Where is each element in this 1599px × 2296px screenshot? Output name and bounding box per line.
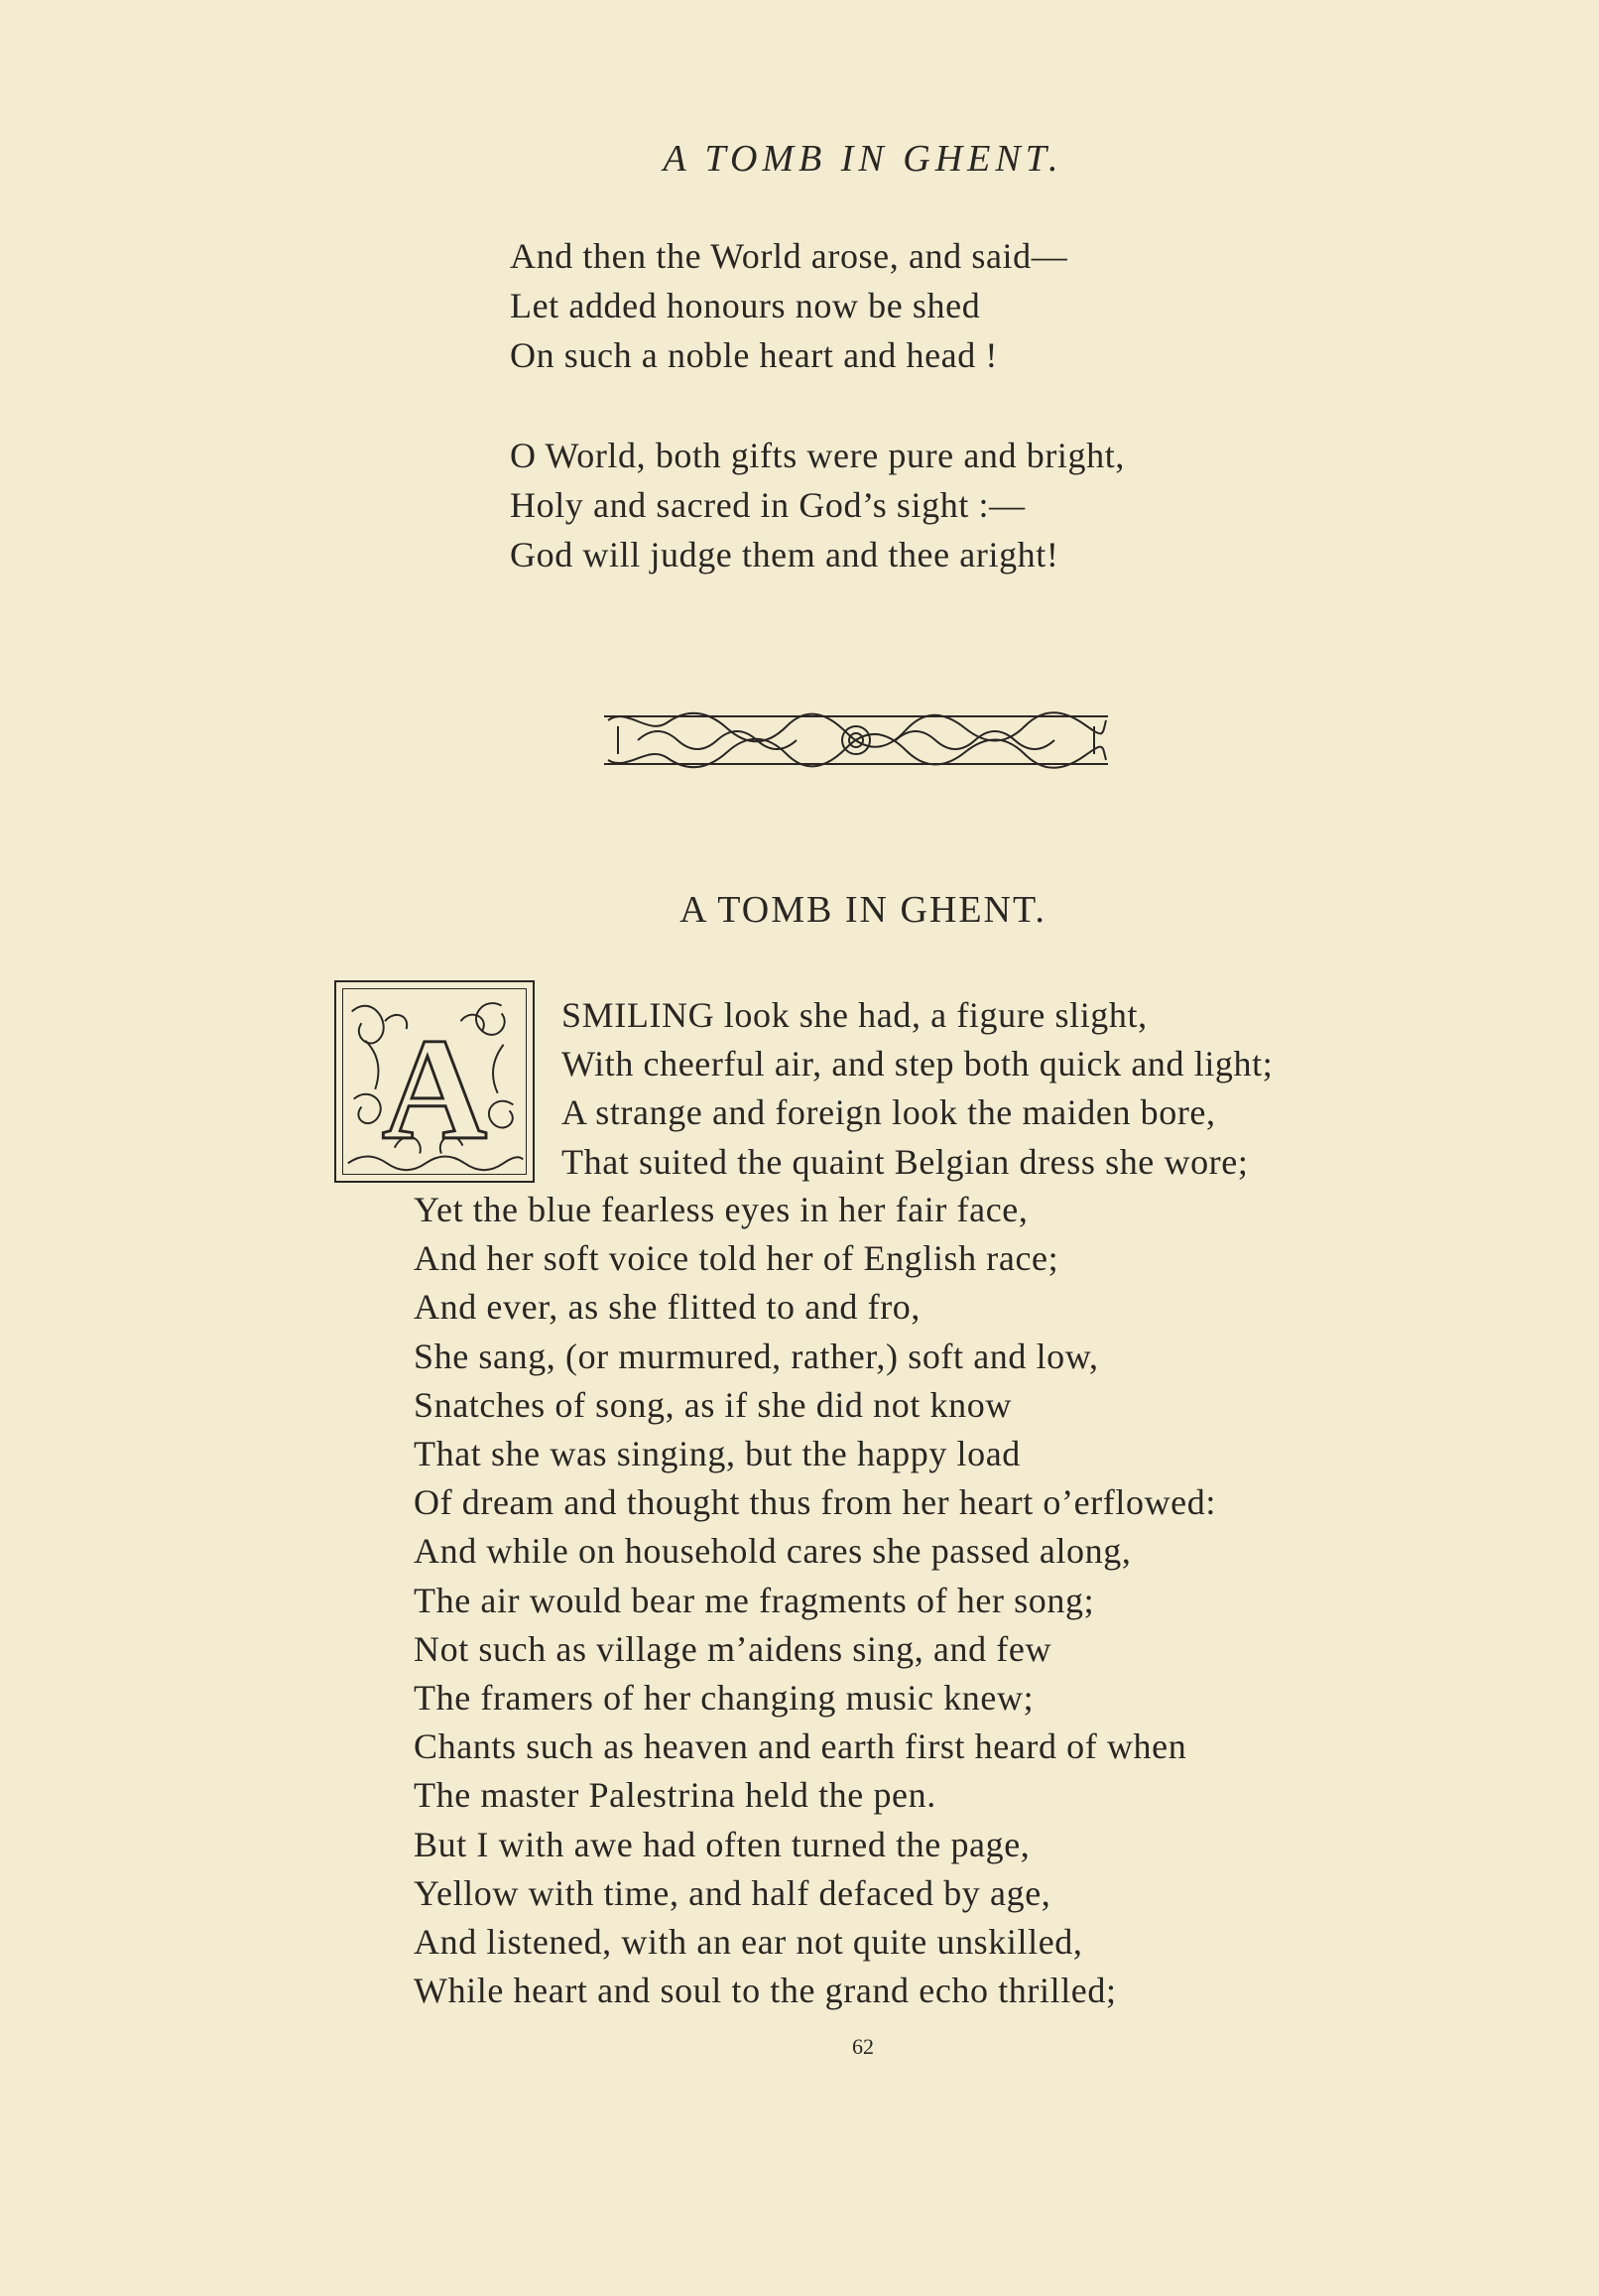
verse-line: On such a noble heart and head ! [510, 335, 999, 375]
verse-line: That she was singing, but the happy load [414, 1434, 1021, 1474]
verse-line: She sang, (or murmured, rather,) soft and low, [414, 1336, 1099, 1376]
verse-line: And her soft voice told her of English race; [414, 1238, 1059, 1279]
running-head: A TOMB IN GHENT. [663, 138, 1063, 180]
verse-line: Snatches of song, as if she did not know [414, 1384, 1012, 1425]
verse-line: And ever, as she flitted to and fro, [414, 1287, 922, 1328]
verse-line: But I with awe had often turned the page, [414, 1824, 1031, 1864]
verse-line: A strange and foreign look the maiden bore, [561, 1092, 1216, 1133]
verse-line: Not such as village mʼaidens sing, and few [414, 1628, 1052, 1669]
verse-line: Holy and sacred in God’s sight :— [510, 485, 1026, 525]
verse-line: SMILING look she had, a figure slight, [561, 995, 1148, 1035]
verse-line: Chants such as heaven and earth first heard of when [414, 1726, 1187, 1767]
previous-poem-stanza-2 [510, 431, 1125, 579]
verse-line: And then the World arose, and said— [510, 236, 1068, 276]
verse-line: With cheerful air, and step both quick and light; [561, 1044, 1274, 1084]
verse-line: The framers of her changing music knew; [414, 1678, 1035, 1719]
poem-body [414, 1186, 1216, 2015]
verse-line: The master Palestrina held the pen. [414, 1775, 936, 1816]
page-number: 62 [852, 2034, 874, 2059]
drop-cap-letter: A [381, 1007, 488, 1170]
verse-line: And while on household cares she passed along, [414, 1531, 1132, 1572]
verse-line: While heart and soul to the grand echo thrilled; [414, 1971, 1117, 2011]
illuminated-drop-cap-a [334, 980, 535, 1183]
verse-line: That suited the quaint Belgian dress she wore; [561, 1141, 1249, 1182]
decorative-scroll-ornament-icon [598, 706, 1114, 774]
verse-line: God will judge them and thee aright! [510, 535, 1059, 574]
verse-line: Yellow with time, and half defaced by age, [414, 1872, 1051, 1913]
verse-line: Of dream and thought thus from her heart o’erflowed: [414, 1482, 1216, 1523]
verse-line: O World, both gifts were pure and bright, [510, 436, 1125, 475]
verse-line: Let added honours now be shed [510, 286, 981, 325]
poem-title: A TOMB IN GHENT. [679, 889, 1046, 931]
verse-line: And listened, with an ear not quite unskilled, [414, 1922, 1083, 1963]
poem-opening-lines [561, 991, 1273, 1187]
verse-line: Yet the blue fearless eyes in her fair face, [414, 1190, 1029, 1229]
verse-line: The air would bear me fragments of her song; [414, 1580, 1095, 1620]
previous-poem-stanza-1 [510, 231, 1067, 380]
